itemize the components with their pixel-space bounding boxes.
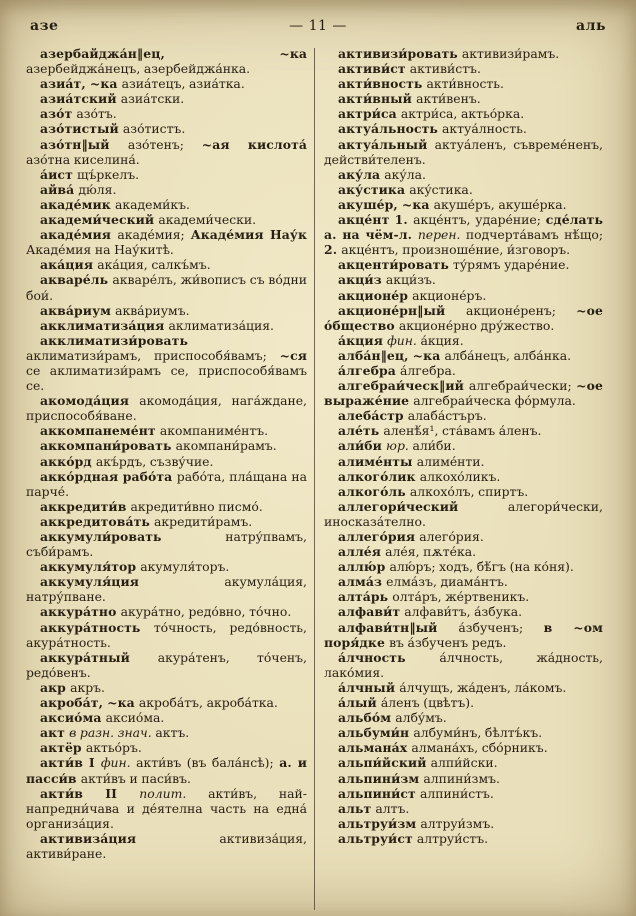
translation-text: акционе́рно дру́жество. — [398, 317, 555, 333]
translation-text: акти́въ и паси́въ. — [80, 770, 191, 786]
dictionary-entry — [324, 288, 603, 303]
headword: алкого́ль — [338, 483, 410, 499]
headword: акко́рд — [40, 453, 96, 469]
translation-text: аку́ла. — [384, 166, 426, 182]
headword: в ~ом поря́дке — [324, 619, 603, 650]
translation-text: а́лчущъ, жа́денъ, ла́комъ. — [399, 679, 567, 695]
headword: акуше́р, ~ка — [338, 196, 434, 212]
dictionary-entry — [26, 76, 307, 91]
dictionary-entry — [324, 831, 603, 846]
translation-text: азо́тъ. — [76, 106, 117, 122]
headword: аллего́рия — [338, 529, 420, 544]
dictionary-entry — [26, 91, 307, 106]
dictionary-entry — [324, 106, 603, 121]
translation-text: се аклиматизи́рамъ се, приспособя́вамъ се. — [26, 362, 307, 394]
headword: аккредитова́ть — [40, 513, 155, 529]
headword: акклиматиза́ция — [40, 317, 169, 333]
translation-text: алиме́нти. — [416, 453, 485, 469]
headword: сде́лать а. на чём-л. — [324, 212, 603, 243]
translation-text: активи́стъ. — [409, 61, 481, 77]
translation-text: азиа́тски. — [120, 91, 185, 107]
text-columns — [0, 40, 636, 910]
dictionary-entry — [324, 589, 603, 604]
translation-text: аку́стика. — [409, 181, 473, 197]
dictionary-entry — [324, 469, 603, 484]
headword: альбуми́н — [338, 725, 414, 741]
headword: акклиматизи́ровать — [40, 332, 188, 348]
translation-text: албу́мъ. — [395, 710, 447, 726]
translation-text: алпи́йски. — [430, 755, 498, 771]
translation-text: алего́рия. — [419, 529, 484, 544]
dictionary-entry — [324, 61, 603, 76]
dictionary-entry — [26, 559, 307, 574]
dictionary-entry — [26, 197, 307, 212]
dictionary-entry — [324, 544, 603, 559]
headword: акци́з — [338, 272, 386, 288]
dictionary-entry — [26, 272, 307, 302]
usage-label: фин. — [100, 755, 137, 771]
dictionary-entry — [26, 182, 307, 197]
headword: алба́н‖ец, ~ка — [338, 347, 445, 363]
dictionary-entry — [324, 710, 603, 725]
translation-text: алаба́стъръ. — [407, 408, 487, 424]
dictionary-entry — [324, 695, 603, 710]
translation-text: акуше́ръ, акуше́рка. — [433, 196, 567, 212]
dictionary-entry — [324, 408, 603, 423]
headword: ака́ция — [40, 257, 98, 273]
dictionary-entry — [26, 106, 307, 121]
headword: алгебраи́ческ‖ий — [338, 378, 469, 394]
dictionary-entry — [324, 121, 603, 136]
headword: альпини́ст — [338, 785, 420, 801]
translation-text: актуа́лность. — [442, 121, 527, 137]
translation-text: акръ. — [70, 679, 105, 695]
dictionary-entry — [324, 348, 603, 363]
headword: альбо́м — [338, 710, 396, 726]
headword: а́лчность — [338, 649, 440, 665]
translation-text: алпини́змъ. — [423, 770, 500, 786]
dictionary-entry — [26, 514, 307, 529]
translation-text: а́кция. — [420, 332, 464, 348]
dictionary-entry — [324, 303, 603, 333]
translation-text: албуми́нъ, бѣлтъ́къ. — [413, 725, 543, 741]
dictionary-entry — [26, 574, 307, 604]
dictionary-entry — [26, 167, 307, 182]
dictionary-entry — [26, 137, 307, 167]
headword: аккумуля́тор — [40, 559, 141, 575]
page-number: — 11 — — [289, 18, 347, 34]
translation-text: акционе́ръ. — [412, 287, 487, 303]
dictionary-entry — [26, 46, 307, 76]
headword: а. и пасси́в — [26, 755, 307, 786]
headword: а́лгебра — [338, 362, 401, 378]
headword: активизи́ровать — [338, 46, 462, 61]
usage-label: фин. — [387, 332, 421, 348]
dictionary-entry — [324, 755, 603, 770]
headword: акко́рдная рабо́та — [40, 468, 177, 484]
translation-text: аксио́ма. — [105, 710, 165, 726]
translation-text: алтъ. — [375, 800, 410, 816]
dictionary-entry — [324, 46, 603, 61]
headword: аккумуля́ция — [40, 574, 225, 590]
usage-label: юр. — [386, 438, 413, 454]
dictionary-entry — [26, 710, 307, 725]
translation-text: а́лчность, жа́дность, лако́мия. — [324, 649, 603, 680]
translation-text: акце́нтъ, произноше́ние, и́зговоръ. — [341, 242, 571, 258]
dictionary-entry — [26, 620, 307, 650]
dictionary-entry — [324, 650, 603, 680]
headword: акомода́ция — [40, 393, 140, 409]
translation-text: акце́нтъ, ударе́ние; — [413, 212, 546, 228]
dictionary-entry — [324, 137, 603, 167]
translation-text: али́би. — [412, 438, 456, 454]
headword: альтруи́зм — [338, 815, 421, 831]
translation-text: акура́тно, редо́вно, то́чно. — [120, 604, 292, 620]
translation-text: акумула́ция, натру́пване. — [26, 574, 307, 605]
translation-text: академи́чески. — [158, 212, 257, 228]
translation-text: алба́нецъ, алба́нка. — [444, 347, 572, 363]
dictionary-entry — [324, 801, 603, 816]
headword: али́би — [338, 438, 387, 454]
headword: азо́тистый — [40, 121, 123, 137]
headword: акценти́ровать — [338, 257, 454, 273]
dictionary-entry — [26, 257, 307, 272]
translation-text: а́ленъ (цвѣтъ). — [380, 695, 475, 711]
translation-text: олта́ръ, же́ртвеникъ. — [392, 589, 530, 605]
translation-text: дю́ля. — [78, 181, 117, 197]
dictionary-entry — [26, 786, 307, 831]
headword: акт — [40, 725, 70, 741]
translation-text: ака́ция, салкъ́мъ. — [97, 257, 211, 273]
headword: аксио́ма — [40, 710, 106, 726]
headword: а́лый — [338, 695, 381, 711]
dictionary-entry — [26, 333, 307, 393]
headword: азо́тн‖ый — [40, 136, 128, 152]
dictionary-entry — [26, 121, 307, 136]
dictionary-entry — [26, 454, 307, 469]
headword: аккура́тно — [40, 604, 121, 620]
translation-text: елма́зъ, диама́нтъ. — [386, 574, 508, 590]
headword: альт — [338, 800, 376, 816]
translation-text: щъ́ркелъ. — [76, 166, 140, 182]
headword: аква́риум — [40, 302, 116, 318]
headword: аку́ла — [338, 166, 385, 182]
dictionary-entry — [324, 786, 603, 801]
dictionary-entry — [324, 559, 603, 574]
dictionary-entry — [26, 499, 307, 514]
translation-text: акредити́рамъ. — [154, 513, 253, 529]
translation-text: алегори́чески, иносказа́телно. — [324, 498, 603, 529]
translation-text: аква́риумъ. — [115, 302, 190, 318]
translation-text: акваре́лъ, жи́вописъ съ во́дни бои́. — [26, 272, 307, 303]
translation-text: акроба́тъ, акроба́тка. — [138, 695, 278, 711]
headword: акаде́мия — [40, 227, 118, 243]
translation-text: алтруи́стъ. — [416, 830, 489, 846]
dictionary-entry — [26, 469, 307, 499]
headword: азиа́тский — [40, 91, 121, 107]
headword: аккредити́в — [40, 498, 131, 514]
headword: а́кция — [338, 332, 388, 348]
headword: алкого́лик — [338, 468, 420, 484]
translation-text: активизи́рамъ. — [461, 46, 560, 61]
headword: ~ся — [279, 347, 307, 363]
dictionary-entry — [324, 454, 603, 469]
translation-text: акредити́вно писмо́. — [130, 498, 263, 514]
translation-text: алкохо́ликъ. — [419, 468, 501, 484]
translation-text: азо́тистъ. — [122, 121, 186, 137]
translation-text: подчерта́вамъ нѣ́що; — [465, 227, 603, 243]
headword: акти́в I — [40, 755, 101, 771]
running-head — [0, 0, 636, 40]
dictionary-entry — [324, 257, 603, 272]
translation-text: Акаде́мия на Нау́китѣ. — [26, 242, 174, 258]
dictionary-entry — [26, 740, 307, 755]
translation-text: алпини́стъ. — [419, 785, 494, 801]
headword: алеба́стр — [338, 408, 408, 424]
translation-text: актъ. — [155, 725, 190, 741]
dictionary-entry — [324, 438, 603, 453]
headword: актри́са — [338, 106, 401, 122]
translation-text: то́чность, редо́вность, акура́тность. — [26, 619, 307, 650]
translation-text: акумуля́торъ. — [140, 559, 230, 575]
translation-text: азербейджа́нецъ, азербейджа́нка. — [26, 61, 251, 77]
translation-text: аклиматиза́ция. — [168, 317, 274, 333]
dictionary-entry — [26, 303, 307, 318]
translation-text: азиа́тецъ, азиа́тка. — [121, 76, 245, 92]
dictionary-entry — [324, 574, 603, 589]
usage-label: перен. — [417, 227, 466, 243]
right-column — [315, 46, 603, 910]
dictionary-entry — [324, 680, 603, 695]
headword: акце́нт 1. — [338, 212, 414, 228]
translation-text: акомпаниме́нтъ. — [159, 423, 269, 439]
translation-text: алфави́тъ, а́збука. — [404, 604, 523, 620]
translation-text: азо́тенъ; — [127, 136, 202, 152]
translation-text: акти́въ, най-напредни́чава и де́ятелна часть на една́ организа́ция. — [26, 785, 307, 831]
headword: актуа́льный — [338, 136, 435, 152]
dictionary-entry — [26, 695, 307, 710]
dictionary-entry — [26, 318, 307, 333]
translation-text: алтруи́змъ. — [420, 815, 495, 831]
headword: алиме́нты — [338, 453, 417, 469]
translation-text: акомпани́рамъ. — [175, 438, 277, 454]
headword: аллю́р — [338, 559, 390, 575]
dictionary-entry — [26, 831, 307, 861]
headword: айва́ — [40, 181, 79, 197]
dictionary-entry — [26, 725, 307, 740]
dictionary-entry — [324, 620, 603, 650]
usage-label: полит. — [139, 785, 209, 801]
headword: акти́в II — [40, 785, 140, 801]
dictionary-entry — [324, 423, 603, 438]
headword: акти́вность — [338, 76, 427, 92]
translation-text: ту́рямъ ударе́ние. — [453, 257, 570, 273]
dictionary-entry — [324, 740, 603, 755]
headword: азиа́т, ~ка — [40, 76, 122, 92]
dictionary-entry — [324, 272, 603, 287]
guide-word-left: азе — [30, 18, 59, 34]
column-divider — [314, 48, 315, 910]
dictionary-entry — [324, 604, 603, 619]
translation-text: активиза́ция, активи́ране. — [26, 830, 307, 861]
headword: а́лчный — [338, 679, 400, 695]
dictionary-entry — [26, 650, 307, 680]
dictionary-entry — [324, 212, 603, 257]
translation-text: алгебраи́чески; — [468, 378, 577, 394]
translation-text: акура́тенъ, то́ченъ, редо́венъ. — [26, 649, 307, 680]
headword: азо́т — [40, 106, 77, 122]
left-column — [26, 46, 314, 910]
dictionary-entry — [26, 755, 307, 785]
headword: актёр — [40, 740, 86, 756]
dictionary-entry — [324, 725, 603, 740]
dictionary-entry — [324, 182, 603, 197]
dictionary-entry — [324, 91, 603, 106]
translation-text: алмана́хъ, сбо́рникъ. — [411, 740, 548, 756]
translation-text: акомода́ция, нага́ждане, приспособя́ване. — [26, 393, 307, 424]
headword: алма́з — [338, 574, 387, 590]
headword: альпини́зм — [338, 770, 424, 786]
translation-text: актьо́ръ. — [85, 740, 142, 756]
dictionary-entry — [26, 438, 307, 453]
headword: аккомпанеме́нт — [40, 423, 160, 439]
headword: Акаде́мия Нау́к — [190, 227, 307, 243]
headword: акционе́рн‖ый — [338, 302, 466, 318]
headword: 2. — [324, 242, 342, 258]
headword: а́ист — [40, 166, 77, 182]
translation-text: акци́зъ. — [385, 272, 436, 288]
headword: акваре́ль — [40, 272, 113, 288]
headword: ~ое выраже́ние — [324, 378, 603, 409]
headword: альпи́йский — [338, 755, 431, 771]
translation-text: аклиматизи́рамъ, приспособя́вамъ; — [26, 347, 280, 363]
headword: ~ое о́бщество — [324, 302, 603, 333]
translation-text: акционе́ренъ; — [465, 302, 577, 318]
headword: аккумули́ровать — [40, 529, 226, 544]
dictionary-entry — [324, 76, 603, 91]
headword: аллегори́ческий — [338, 498, 508, 514]
translation-text: натру́пвамъ, съби́рамъ. — [26, 529, 307, 560]
headword: аккомпани́ровать — [40, 438, 176, 454]
dictionary-entry — [26, 227, 307, 257]
translation-text: акти́венъ. — [416, 91, 481, 107]
translation-text: академи́къ. — [114, 196, 190, 212]
headword: акционе́р — [338, 287, 413, 303]
headword: аккура́тность — [40, 619, 154, 635]
dictionary-entry — [324, 378, 603, 408]
translation-text: аленѣ́я¹, ста́вамъ а́ленъ. — [383, 423, 542, 439]
dictionary-entry — [324, 197, 603, 212]
translation-text: але́я, пѫте́ка. — [385, 544, 477, 560]
dictionary-entry — [324, 499, 603, 529]
translation-text: алкохо́лъ, спиртъ. — [409, 483, 529, 499]
headword: алфави́т — [338, 604, 405, 620]
dictionary-entry — [26, 604, 307, 619]
translation-text: актуа́ленъ, съвреме́ненъ, действи́теленъ. — [324, 136, 603, 167]
headword: академи́ческий — [40, 212, 159, 228]
headword: ~ая кислота́ — [201, 136, 307, 152]
dictionary-entry — [324, 167, 603, 182]
headword: алле́я — [338, 544, 386, 560]
translation-text: алю́ръ; ходъ, бѣ́гъ (на ко́ня). — [389, 559, 574, 575]
dictionary-entry — [26, 393, 307, 423]
headword: аккура́тный — [40, 649, 158, 665]
translation-text: а́збученъ; — [458, 619, 544, 635]
headword: альтруи́ст — [338, 830, 417, 846]
headword: алфави́тн‖ый — [338, 619, 459, 635]
dictionary-entry — [324, 363, 603, 378]
headword: акти́вный — [338, 91, 417, 107]
headword: аку́стика — [338, 181, 410, 197]
headword: але́ть — [338, 423, 384, 439]
translation-text: актри́са, актьо́рка. — [400, 106, 525, 122]
translation-text: рабо́та, пла́щана на парче́. — [26, 468, 307, 499]
headword: активиза́ция — [40, 830, 220, 846]
dictionary-entry — [26, 529, 307, 559]
headword: акроба́т, ~ка — [40, 695, 139, 711]
headword: акаде́мик — [40, 196, 115, 212]
usage-label: в разн. знач. — [69, 725, 156, 741]
headword: актуа́льность — [338, 121, 443, 137]
headword: алта́рь — [338, 589, 393, 605]
headword: альмана́х — [338, 740, 412, 756]
guide-word-right: аль — [576, 18, 606, 34]
headword: азербайджа́н‖ец, ~ка — [40, 46, 307, 61]
translation-text: акаде́мия; — [117, 227, 191, 243]
dictionary-entry — [26, 423, 307, 438]
dictionary-entry — [26, 680, 307, 695]
dictionary-entry — [324, 333, 603, 348]
headword: акр — [40, 679, 71, 695]
dictionary-entry — [324, 816, 603, 831]
dictionary-entry — [324, 529, 603, 544]
translation-text: акти́въ (въ бала́нсѣ); — [136, 755, 280, 771]
headword: активи́ст — [338, 61, 410, 77]
dictionary-entry — [324, 484, 603, 499]
translation-text: акъ́рдъ, съзву́чие. — [95, 453, 214, 469]
dictionary-entry — [26, 212, 307, 227]
dictionary-entry — [324, 771, 603, 786]
translation-text: а́лгебра. — [400, 362, 456, 378]
translation-text: алгебраи́ческа фо́рмула. — [413, 393, 576, 409]
translation-text: азо́тна киселина́. — [26, 151, 140, 167]
translation-text: акти́вность. — [426, 76, 504, 92]
translation-text: въ а́збученъ редъ. — [389, 634, 507, 650]
